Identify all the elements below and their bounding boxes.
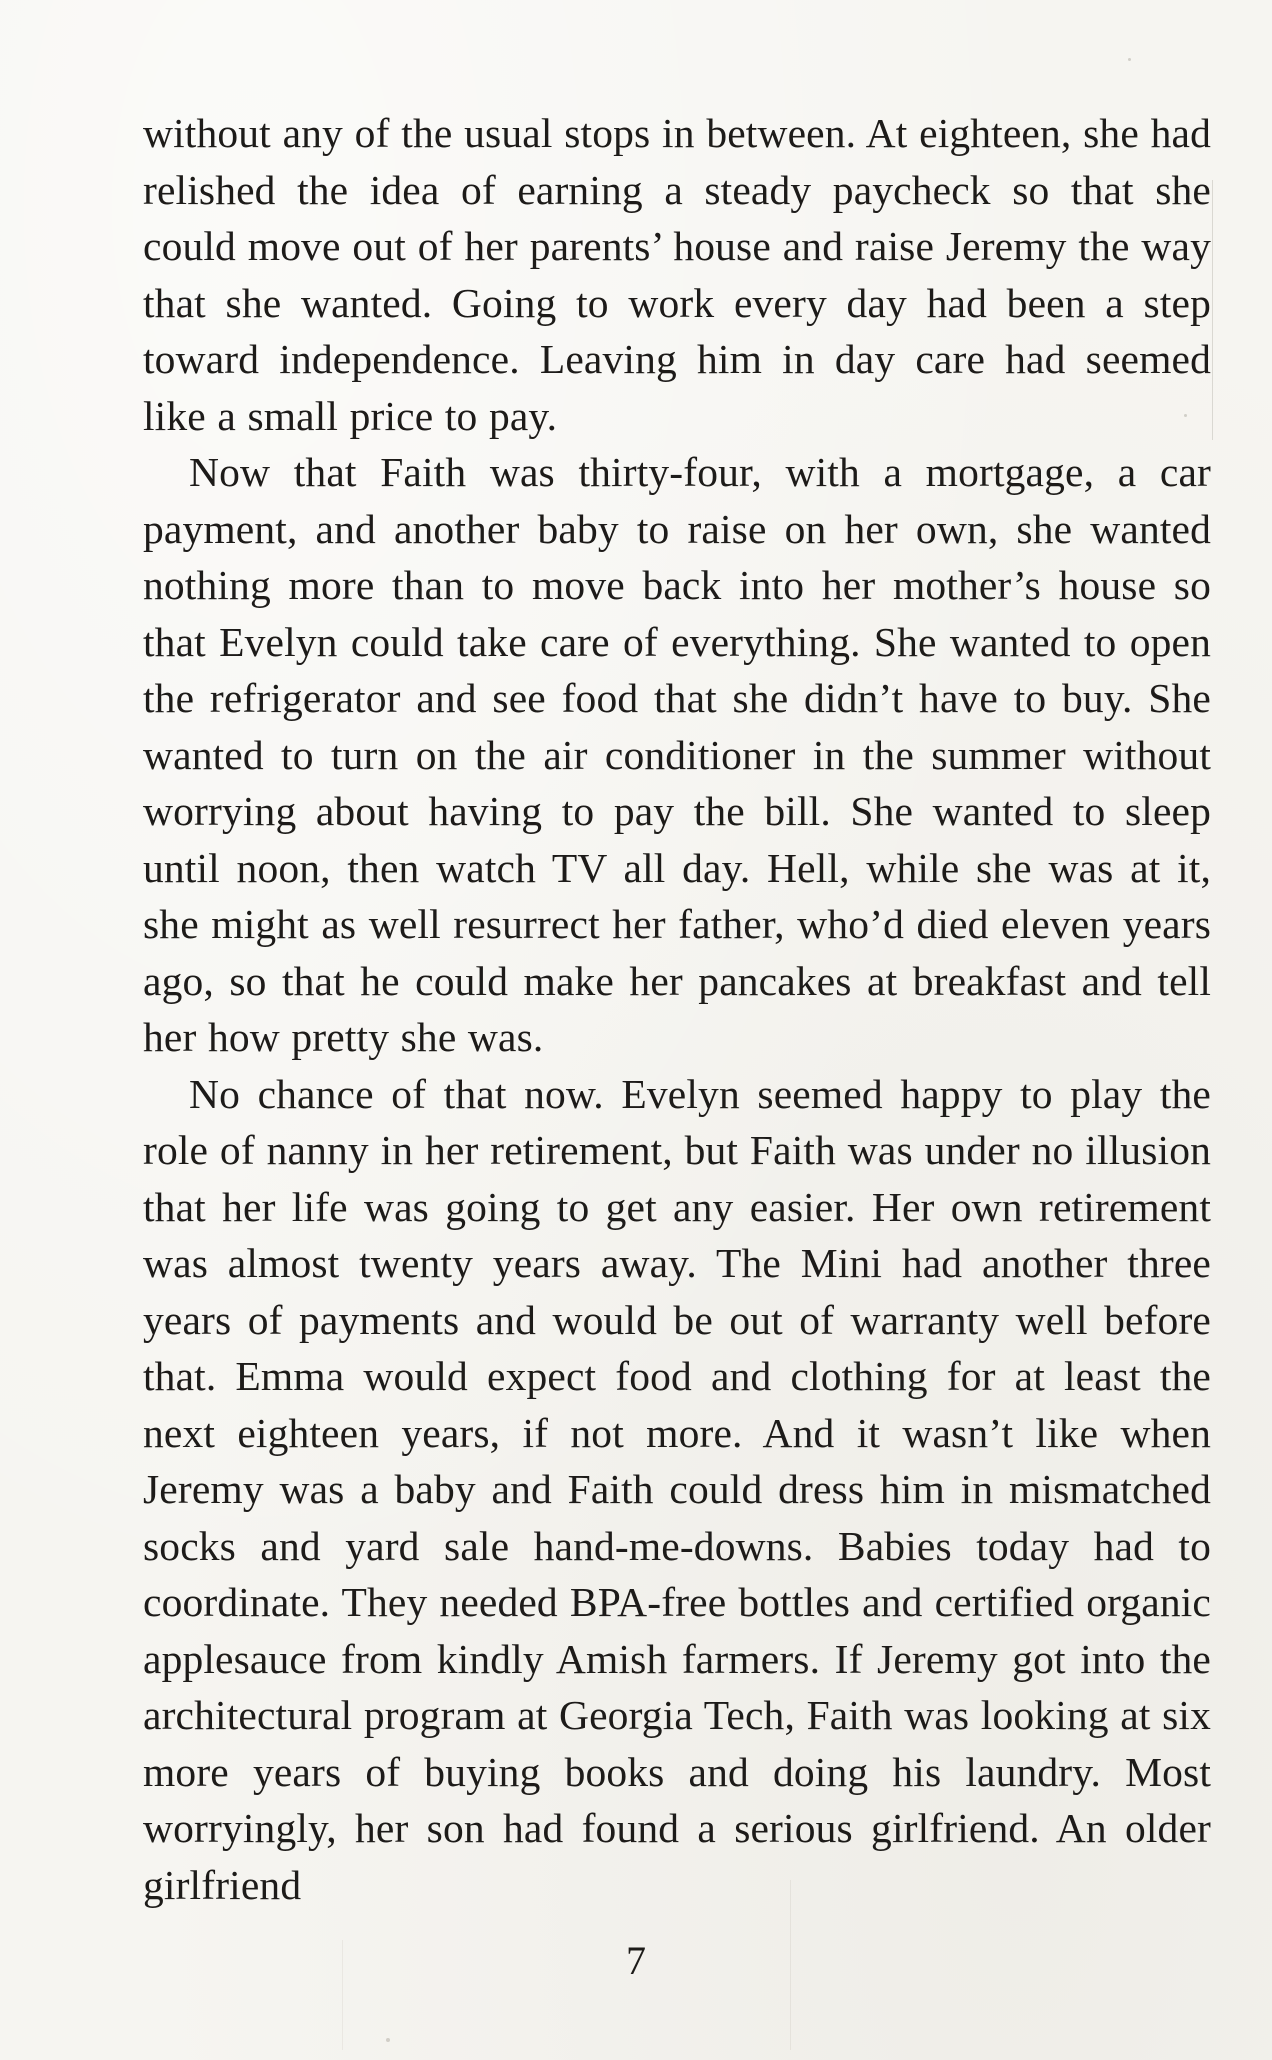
scan-streak [790,1880,791,2050]
scan-speck [386,2038,390,2042]
page-number: 7 [626,1938,646,1983]
body-text [143,105,1211,1913]
paragraph-continued: without any of the usual stops in between. At eighteen, she had relished the idea of earning a steady paycheck so that she could move out of her parents’ house and raise Jeremy the way that she wanted. Going to work every day had been a step toward independence. Leaving him in day care had seemed like a small price to pay. [143,110,1211,439]
scan-streak [342,1940,343,2050]
scan-streak [1212,180,1213,440]
scan-speck [1128,58,1131,61]
scan-speck [1184,414,1187,417]
paragraph: No chance of that now. Evelyn seemed happy to play the role of nanny in her retirement, but Faith was under no illusion that her life was going to get any easier. Her own retirement was almost twenty years away. The Mini had another three years of payments and would be out of warranty well before that. Emma would expect food and clothing for at least the next eighteen years, if not more. And it wasn’t like when Jeremy was a baby and Faith could dress him in mismatched socks and yard sale hand-me-downs. Babies today had to coordinate. They needed BPA-free bottles and certified organic applesauce from kindly Amish farmers. If Jeremy got into the architectural program at Georgia Tech, Faith was looking at six more years of buying books and doing his laundry. Most worryingly, her son had found a serious girlfriend. An older girlfriend [143,1070,1211,1908]
paragraph: Now that Faith was thirty-four, with a mortgage, a car payment, and another baby to raise on her own, she wanted nothing more than to move back into her mother’s house so that Evelyn could take care of everything. She wanted to open the refrigerator and see food that she didn’t have to buy. She wanted to turn on the air conditioner in the summer without worrying about having to pay the bill. She wanted to sleep until noon, then watch TV all day. Hell, while she was at it, she might as well resurrect her father, who’d died eleven years ago, so that he could make her pancakes at breakfast and tell her how pretty she was. [143,449,1211,1060]
